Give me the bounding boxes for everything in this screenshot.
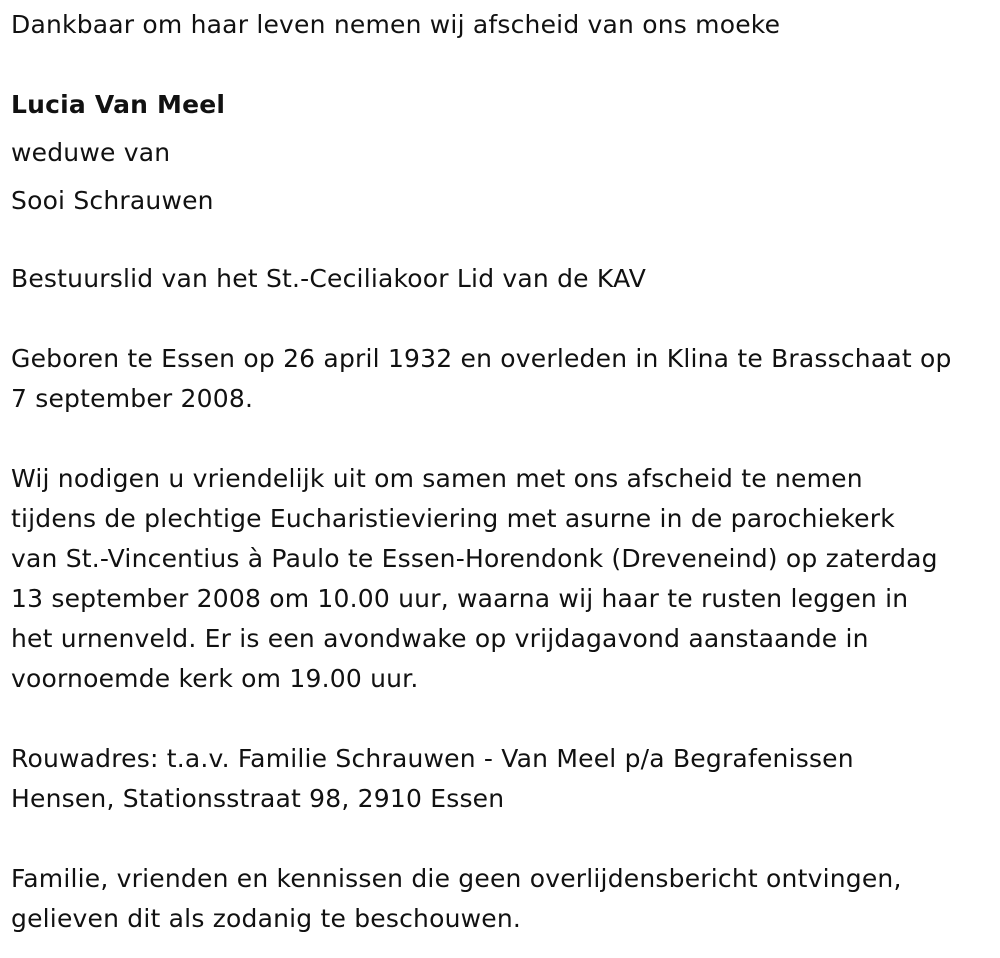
birth-death-line: Geboren te Essen op 26 april 1932 en overleden in Klina te Brasschaat op — [11, 344, 952, 373]
service-line: van St.-Vincentius à Paulo te Essen-Horendonk (Dreveneind) op zaterdag — [11, 544, 938, 573]
service-line: het urnenveld. Er is een avondwake op vrijdagavond aanstaande in — [11, 624, 869, 653]
address-line: Rouwadres: t.a.v. Familie Schrauwen - Van Meel p/a Begrafenissen — [11, 744, 854, 773]
address-line: Hensen, Stationsstraat 98, 2910 Essen — [11, 784, 505, 813]
closing-line: Familie, vrienden en kennissen die geen overlijdensbericht ontvingen, — [11, 864, 902, 893]
birth-death-paragraph — [11, 339, 991, 419]
spouse-name: Sooi Schrauwen — [11, 186, 214, 215]
relation-line: weduwe van — [11, 138, 171, 167]
deceased-name: Lucia Van Meel — [11, 90, 226, 119]
closing-line: gelieven dit als zodanig te beschouwen. — [11, 904, 522, 933]
birth-death-line: 7 september 2008. — [11, 384, 254, 413]
role-line: Bestuurslid van het St.-Ceciliakoor Lid van de KAV — [11, 264, 647, 293]
service-line: Wij nodigen u vriendelijk uit om samen met ons afscheid te nemen — [11, 464, 863, 493]
intro-line: Dankbaar om haar leven nemen wij afscheid van ons moeke — [11, 10, 781, 39]
service-line: 13 september 2008 om 10.00 uur, waarna wij haar te rusten leggen in — [11, 584, 909, 613]
service-paragraph — [11, 459, 991, 699]
address-paragraph — [11, 739, 991, 819]
service-line: tijdens de plechtige Eucharistieviering met asurne in de parochiekerk — [11, 504, 895, 533]
obituary-text — [11, 0, 991, 939]
closing-paragraph — [11, 859, 991, 939]
service-line: voornoemde kerk om 19.00 uur. — [11, 664, 419, 693]
